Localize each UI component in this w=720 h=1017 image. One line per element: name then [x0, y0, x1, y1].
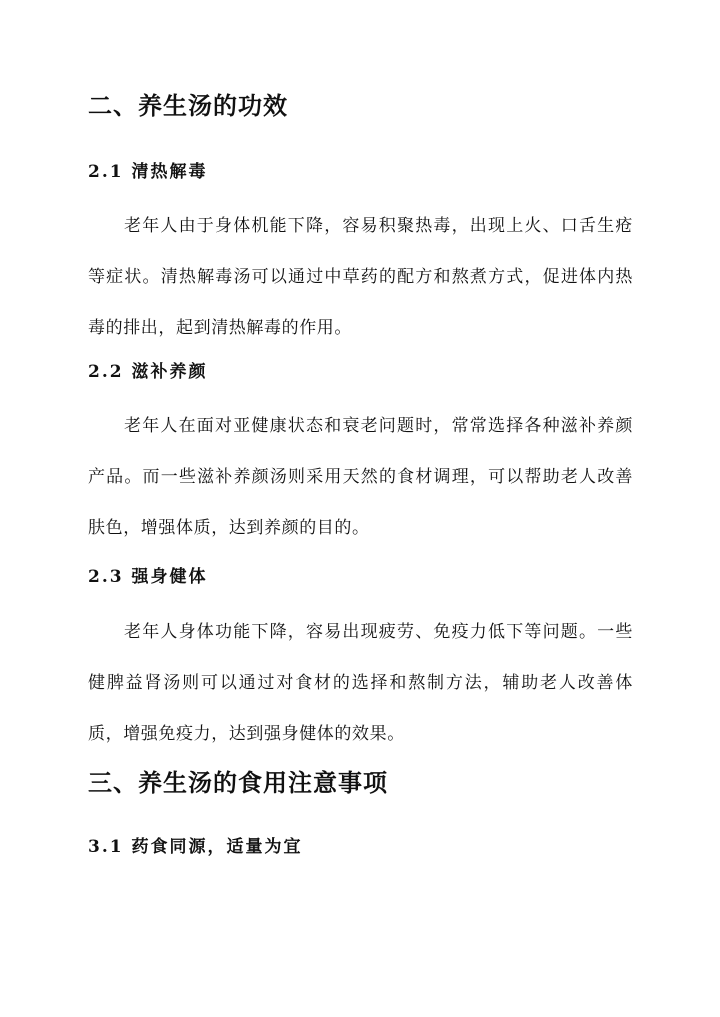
subsection-title-strengthen: 2.3 强身健体	[88, 567, 208, 587]
section-heading-precautions: 三、养生汤的食用注意事项	[88, 768, 388, 797]
paragraph-clear-heat: 老年人由于身体机能下降，容易积聚热毒，出现上火、口舌生疮等症状。清热解毒汤可以通过中草药的配方和熬煮方式，促进体内热毒的排出，起到清热解毒的作用。	[88, 216, 633, 338]
section-heading-efficacy: 二、养生汤的功效	[88, 91, 288, 120]
subsection-title-clear-heat: 2.1 清热解毒	[88, 162, 208, 182]
subsection-title-nourish: 2.2 滋补养颜	[88, 362, 208, 382]
paragraph-strengthen: 老年人身体功能下降，容易出现疲劳、免疫力低下等问题。一些健脾益肾汤则可以通过对食材的选择和熬制方法，辅助老人改善体质，增强免疫力，达到强身健体的效果。	[88, 622, 633, 744]
subsection-title-moderation: 3.1 药食同源，适量为宜	[88, 837, 303, 857]
paragraph-nourish: 老年人在面对亚健康状态和衰老问题时，常常选择各种滋补养颜产品。而一些滋补养颜汤则采用天然的食材调理，可以帮助老人改善肤色，增强体质，达到养颜的目的。	[88, 416, 633, 538]
